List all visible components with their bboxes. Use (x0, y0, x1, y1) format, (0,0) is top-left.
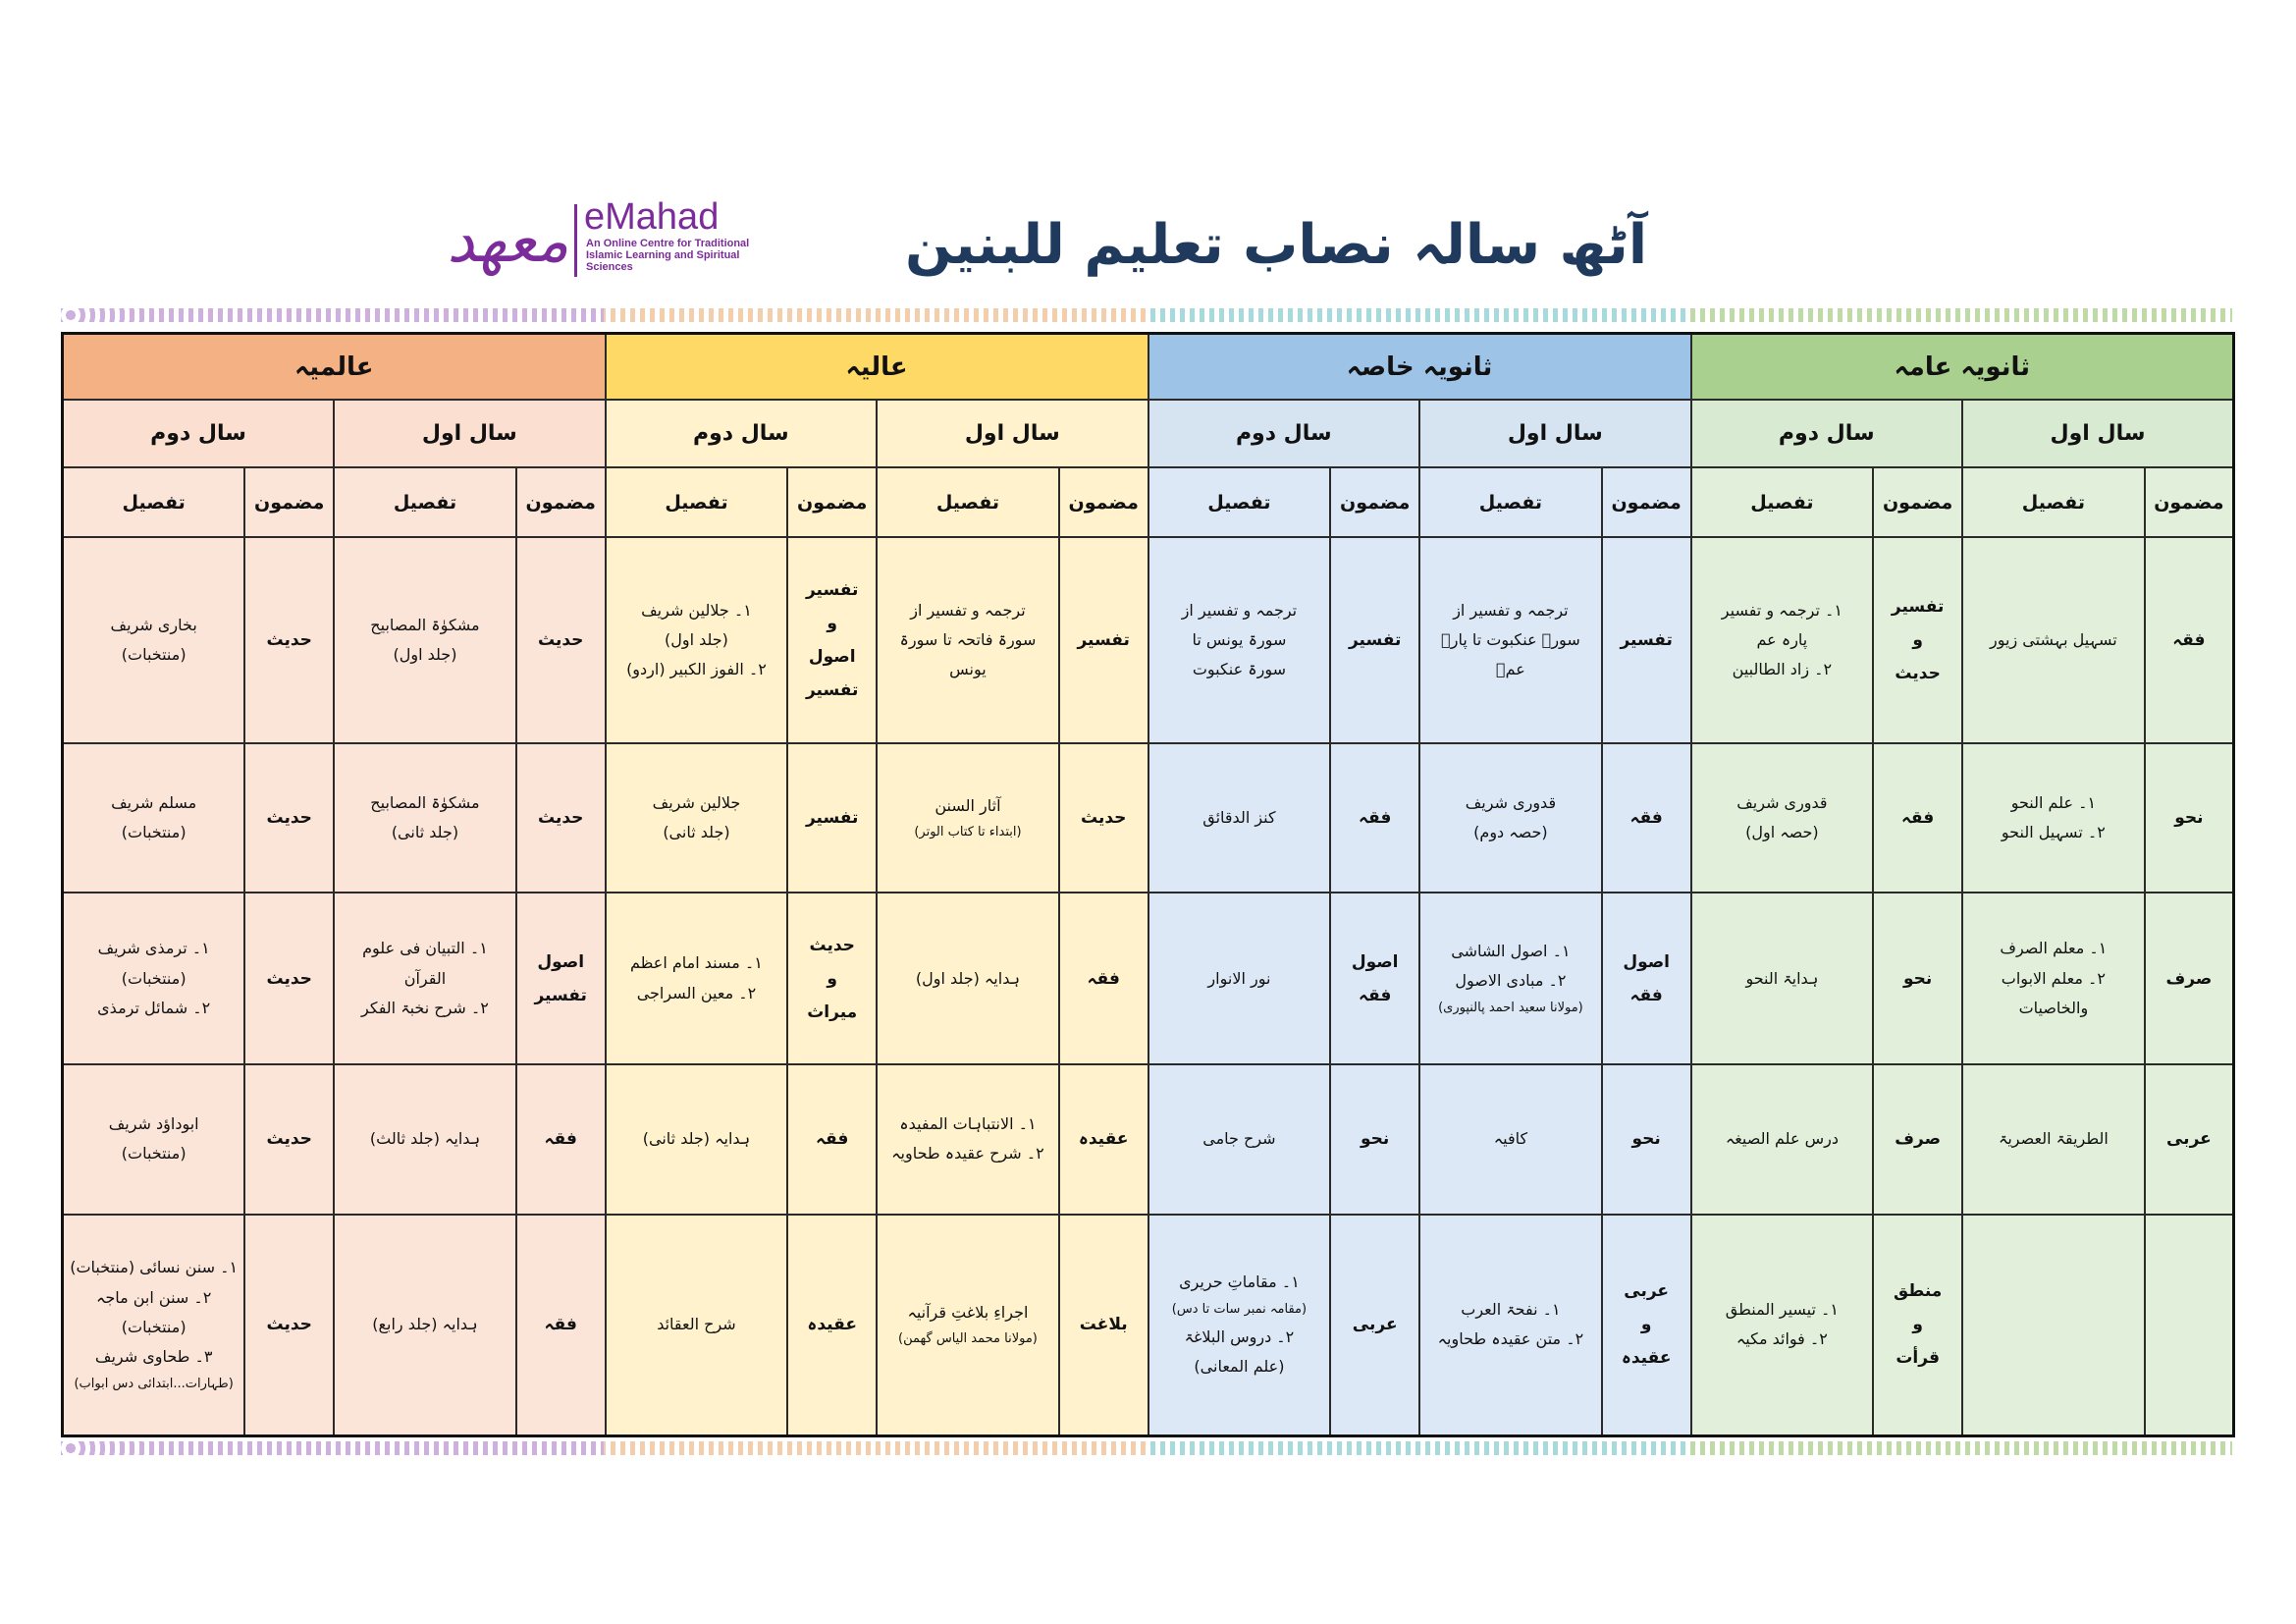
detail-cell (1148, 537, 1331, 742)
detail-text: (مولانا سعید احمد پالنپوری) (1438, 1000, 1583, 1015)
detail-text: تسہیل بہشتی زیور (1990, 629, 2117, 649)
table-row (63, 893, 2234, 1064)
subject-cell (1873, 743, 1962, 893)
subject-text: تفسیر (805, 580, 859, 601)
subject-text: عربی (2165, 1129, 2212, 1150)
detail-cell (1691, 1215, 1874, 1436)
detail-text: القرآن (403, 968, 447, 988)
detail-column-header: تفصیل (1419, 467, 1602, 537)
subject-cell (1602, 1064, 1691, 1215)
subject-text: اصول فقہ (1351, 951, 1399, 1005)
detail-text: ۲۔ شرح عقیدہ طحاویہ (891, 1144, 1044, 1164)
subject-cell (1602, 1215, 1691, 1436)
detail-text: ۲۔ متن عقیدہ طحاویہ (1437, 1329, 1584, 1349)
detail-text: مشکوٰۃ المصابیح (370, 792, 480, 812)
detail-cell (1962, 743, 2145, 893)
subject-text: فقہ (544, 1315, 577, 1335)
subject-text: عربی (1352, 1315, 1398, 1335)
detail-text: (طہارات...ابتدائی دس ابواب) (74, 1376, 234, 1391)
subject-text: تفسیر (1348, 630, 1402, 651)
detail-cell (1148, 1064, 1331, 1215)
detail-text: اجراءِ بلاغتِ قرآنیہ (907, 1302, 1029, 1322)
detail-text: (منتخبات) (121, 645, 187, 665)
detail-text: ۲۔ فوائد مکیہ (1735, 1329, 1828, 1349)
subject-text: و (1912, 630, 1923, 651)
detail-text: ہدایہ (جلد اول) (915, 968, 1020, 988)
detail-cell (1419, 1064, 1602, 1215)
subject-text: و (1912, 1315, 1923, 1335)
detail-text: ۲۔ مبادی الاصول (1455, 971, 1567, 991)
subject-text: نحو (1631, 1129, 1661, 1150)
detail-text: ۲۔ زاد الطالبین (1732, 660, 1833, 679)
detail-text: ۱۔ سنن نسائی (منتخبات) (70, 1258, 239, 1277)
subject-cell (1873, 1064, 1962, 1215)
subject-text: نحو (2174, 808, 2204, 829)
detail-cell (1419, 1215, 1602, 1436)
detail-text: کنز الدقائق (1202, 807, 1276, 827)
detail-cell (1148, 743, 1331, 893)
logo-mark: معهد (447, 204, 569, 276)
subject-text: فقہ (2172, 630, 2206, 651)
detail-text: سورۃ عنکبوت (1192, 660, 1287, 679)
detail-text: (جلد ثانی) (663, 823, 730, 842)
detail-text: مشکوٰۃ المصابیح (370, 615, 480, 634)
subject-text: حدیث (537, 808, 584, 829)
detail-text: (منتخبات) (121, 968, 187, 988)
subject-text: عربی (1624, 1281, 1670, 1302)
detail-text: شرح جامی (1202, 1129, 1276, 1149)
detail-cell (63, 1064, 245, 1215)
detail-text: ۱۔ مقاماتِ حریری (1179, 1272, 1300, 1292)
detail-cell (334, 1064, 516, 1215)
detail-text: بخاری شریف (110, 615, 197, 634)
subject-text: عقیدہ (1078, 1129, 1129, 1150)
detail-text: ہدایہ (جلد ثالث) (369, 1129, 481, 1149)
subject-text: فقہ (1900, 808, 1935, 829)
subject-cell (1330, 537, 1419, 742)
detail-cell (1691, 743, 1874, 893)
subject-cell (1059, 893, 1148, 1064)
detail-column-header: تفصیل (606, 467, 788, 537)
detail-text: ترجمہ و تفسیر از (1453, 600, 1569, 620)
detail-text: (مولانا محمد الیاس گھمن) (898, 1331, 1038, 1347)
detail-cell (334, 743, 516, 893)
detail-column-header: تفصیل (1148, 467, 1331, 537)
subject-text: فقہ (1629, 808, 1663, 829)
detail-text: قدوری شریف (1465, 792, 1557, 812)
subject-text: صرف (2165, 968, 2213, 989)
stage-header: ثانویہ خاصہ (1148, 334, 1691, 401)
detail-cell (334, 1215, 516, 1436)
table-row (63, 1215, 2234, 1436)
detail-text: شرح العقائد (657, 1315, 736, 1334)
table-row (63, 1064, 2234, 1215)
detail-cell (1691, 1064, 1874, 1215)
subject-cell (516, 893, 606, 1064)
detail-text: جلالین شریف (652, 792, 741, 812)
detail-text: ۲۔ الفوز الکبیر (اردو) (626, 660, 767, 679)
subject-cell (787, 537, 877, 742)
detail-cell (1419, 537, 1602, 742)
subject-column-header: مضمون (2145, 467, 2234, 537)
detail-text: ۱۔ التبیان فی علوم (362, 939, 488, 958)
detail-text: (حصہ دوم) (1473, 823, 1548, 842)
detail-text: قدوری شریف (1736, 792, 1828, 812)
subject-text: حدیث (266, 1129, 312, 1150)
decorative-border-top (61, 308, 2232, 322)
subject-text: حدیث (1080, 808, 1127, 829)
detail-cell (1419, 893, 1602, 1064)
detail-cell (606, 1064, 788, 1215)
subject-cell (2145, 537, 2234, 742)
subject-cell (244, 1064, 334, 1215)
subject-column-header: مضمون (1059, 467, 1148, 537)
detail-text: ابوداؤد شریف (108, 1114, 199, 1134)
subject-cell (244, 893, 334, 1064)
detail-text: سورۃ یونس تا (1192, 629, 1287, 649)
detail-text: ۲۔ تسہیل النحو (2001, 823, 2106, 842)
subject-text: فقہ (1359, 808, 1392, 829)
detail-cell (1691, 537, 1874, 742)
table-row (63, 537, 2234, 742)
detail-cell (877, 743, 1059, 893)
detail-text: آثار السنن (934, 795, 1001, 815)
detail-text: (ابتداء تا کتاب الوتر) (914, 824, 1022, 839)
subject-text: حدیث (266, 808, 312, 829)
subject-cell (1059, 537, 1148, 742)
subject-cell (787, 743, 877, 893)
subject-cell (1330, 1064, 1419, 1215)
subject-cell (244, 1215, 334, 1436)
column-header-row (63, 467, 2234, 537)
stage-header: عالیہ (606, 334, 1148, 401)
detail-text: (علم المعانی) (1194, 1356, 1285, 1376)
detail-text: ہدایۃ النحو (1745, 968, 1819, 988)
detail-column-header: تفصیل (334, 467, 516, 537)
year-header: سال اول (1419, 400, 1690, 467)
subject-cell (787, 893, 877, 1064)
subject-cell (2145, 1064, 2234, 1215)
detail-column-header: تفصیل (63, 467, 245, 537)
detail-text: مسلم شریف (111, 792, 197, 812)
subject-text: اصول تفسیر (534, 951, 587, 1005)
detail-cell (63, 1215, 245, 1436)
subject-column-header: مضمون (1330, 467, 1419, 537)
detail-text: (منتخبات) (121, 823, 187, 842)
detail-cell (877, 537, 1059, 742)
subject-column-header: مضمون (1873, 467, 1962, 537)
detail-cell (606, 1215, 788, 1436)
detail-text: ۲۔ سنن ابن ماجہ (منتخبات) (95, 1287, 212, 1337)
subject-text: منطق (1893, 1281, 1943, 1302)
detail-text: ۱۔ معلم الصرف (2000, 939, 2108, 958)
subject-text: حدیث (266, 1315, 312, 1335)
subject-text: میراث (807, 1001, 858, 1022)
detail-cell (1419, 743, 1602, 893)
detail-cell (1962, 1064, 2145, 1215)
table-row (63, 743, 2234, 893)
subject-text: تفسیر (1077, 630, 1130, 651)
detail-text: پارہ عم (1756, 629, 1808, 649)
logo-divider (574, 204, 577, 277)
year-header-row (63, 400, 2234, 467)
detail-cell (63, 537, 245, 742)
detail-text: ۳۔ طحاوی شریف (94, 1347, 213, 1367)
detail-text: ۱۔ جلالین شریف (641, 600, 752, 620)
stage-header-row (63, 334, 2234, 401)
detail-cell (606, 743, 788, 893)
subject-cell (516, 537, 606, 742)
detail-text: ۲۔ شمائل ترمذی (97, 998, 211, 1017)
subject-text: فقہ (816, 1129, 849, 1150)
subject-column-header: مضمون (244, 467, 334, 537)
decorative-border-bottom (61, 1441, 2232, 1455)
detail-text: کافیہ (1493, 1129, 1528, 1149)
detail-text: ۲۔ شرح نخبۃ الفکر (361, 998, 489, 1017)
subject-cell (1602, 743, 1691, 893)
detail-text: ۱۔ الانتباہات المفیدہ (899, 1114, 1037, 1134)
detail-column-header: تفصیل (877, 467, 1059, 537)
year-header: سال دوم (606, 400, 878, 467)
subject-column-header: مضمون (1602, 467, 1691, 537)
detail-text: الطریقۃ العصریۃ (1998, 1129, 2109, 1149)
page-title: آٹھ سالہ نصاب تعلیم للبنین (904, 213, 1648, 277)
detail-text: ۱۔ علم النحو (2010, 792, 2097, 812)
year-header: سال اول (334, 400, 605, 467)
detail-cell (606, 893, 788, 1064)
detail-text: ۱۔ مسند امام اعظم (630, 953, 763, 973)
subject-text: عقیدہ (1621, 1348, 1672, 1369)
detail-text: (منتخبات) (121, 1144, 187, 1164)
detail-column-header: تفصیل (1962, 467, 2145, 537)
subject-text: حدیث (809, 935, 855, 955)
detail-text: سورۃ عنکبوت تا پارہ عمؔ (1441, 629, 1580, 679)
detail-text: ترجمہ و تفسیر از (1181, 600, 1298, 620)
emahad-logo (447, 196, 761, 285)
subject-text: اصول فقہ (1623, 951, 1670, 1005)
detail-cell (1962, 537, 2145, 742)
syllabus-table (61, 332, 2235, 1437)
subject-cell (1059, 1064, 1148, 1215)
subject-text: تفسیر (805, 808, 859, 829)
detail-text: والخاصیات (2018, 998, 2089, 1017)
detail-text: (مقامہ نمبر سات تا دس) (1171, 1301, 1308, 1317)
detail-text: ہدایہ (جلد رابع) (372, 1315, 478, 1334)
detail-text: ۱۔ اصول الشاشی (1451, 942, 1571, 961)
subject-cell (244, 743, 334, 893)
subject-cell (2145, 1215, 2234, 1436)
detail-text: نور الانوار (1207, 968, 1271, 988)
detail-cell (1691, 893, 1874, 1064)
detail-text: (جلد اول) (664, 629, 728, 649)
detail-text: ۱۔ نفحۃ العرب (1461, 1299, 1561, 1319)
detail-cell (1962, 1215, 2145, 1436)
detail-text: ۲۔ معین السراجی (636, 983, 757, 1002)
detail-cell (877, 1064, 1059, 1215)
subject-cell (1873, 893, 1962, 1064)
detail-cell (1962, 893, 2145, 1064)
subject-text: فقہ (1087, 968, 1120, 989)
stage-header: عالمیہ (63, 334, 606, 401)
subject-cell (1873, 1215, 1962, 1436)
subject-cell (2145, 893, 2234, 1064)
subject-text: قرأت (1896, 1348, 1940, 1369)
subject-cell (2145, 743, 2234, 893)
detail-cell (334, 537, 516, 742)
subject-text: و (1640, 1315, 1652, 1335)
subject-column-header: مضمون (787, 467, 877, 537)
year-header: سال دوم (1691, 400, 1962, 467)
detail-text: (حصہ اول) (1745, 823, 1819, 842)
subject-text: تفسیر (1891, 597, 1945, 618)
subject-cell (1330, 743, 1419, 893)
subject-text: نحو (1361, 1129, 1390, 1150)
subject-cell (516, 743, 606, 893)
detail-text: ۱۔ ترمذی شریف (97, 939, 210, 958)
detail-text: (جلد اول) (393, 645, 457, 665)
detail-text: ترجمہ و تفسیر از (910, 600, 1026, 620)
detail-cell (1148, 893, 1331, 1064)
subject-cell (1873, 537, 1962, 742)
subject-text: حدیث (1895, 664, 1941, 684)
detail-text: ہدایہ (جلد ثانی) (642, 1129, 751, 1149)
detail-cell (877, 1215, 1059, 1436)
subject-cell (516, 1215, 606, 1436)
subject-text: عقیدہ (807, 1315, 857, 1335)
detail-text: ۲۔ دروس البلاغۃ (1184, 1326, 1295, 1346)
detail-cell (334, 893, 516, 1064)
detail-text: ۱۔ ترجمہ و تفسیر (1721, 600, 1843, 620)
detail-text: درس علم الصیغہ (1725, 1129, 1839, 1149)
subject-text: صرف (1895, 1129, 1942, 1150)
detail-column-header: تفصیل (1691, 467, 1874, 537)
subject-text: حدیث (266, 630, 312, 651)
subject-text: و (827, 614, 837, 634)
subject-cell (787, 1064, 877, 1215)
detail-text: (جلد ثانی) (391, 823, 459, 842)
subject-cell (1602, 537, 1691, 742)
subject-text: نحو (1902, 968, 1933, 989)
detail-text: ۲۔ معلم الابواب (2001, 968, 2106, 988)
subject-cell (1059, 743, 1148, 893)
subject-cell (1059, 1215, 1148, 1436)
subject-cell (516, 1064, 606, 1215)
subject-text: فقہ (544, 1129, 577, 1150)
detail-cell (877, 893, 1059, 1064)
detail-cell (1148, 1215, 1331, 1436)
subject-text: و (827, 968, 837, 989)
detail-cell (63, 743, 245, 893)
subject-cell (244, 537, 334, 742)
logo-name: eMahad (584, 196, 720, 238)
year-header: سال دوم (1148, 400, 1419, 467)
subject-cell (1330, 1215, 1419, 1436)
subject-text: تفسیر (1620, 630, 1673, 651)
subject-cell (787, 1215, 877, 1436)
subject-column-header: مضمون (516, 467, 606, 537)
subject-text: حدیث (266, 968, 312, 989)
logo-tagline: An Online Centre for Traditional Islamic Learning and Spiritual Sciences (586, 238, 750, 273)
year-header: سال دوم (63, 400, 335, 467)
detail-cell (606, 537, 788, 742)
detail-text: سورۃ فاتحہ تا سورۃ یونس (899, 629, 1037, 679)
subject-cell (1330, 893, 1419, 1064)
detail-text: ۱۔ تیسیر المنطق (1725, 1299, 1839, 1319)
detail-cell (63, 893, 245, 1064)
year-header: سال اول (1962, 400, 2233, 467)
subject-text: اصول تفسیر (805, 647, 859, 701)
subject-text: بلاغت (1079, 1315, 1128, 1335)
syllabus-body (63, 537, 2234, 1435)
stage-header: ثانویہ عامہ (1691, 334, 2234, 401)
subject-text: حدیث (537, 630, 584, 651)
subject-cell (1602, 893, 1691, 1064)
year-header: سال اول (877, 400, 1148, 467)
